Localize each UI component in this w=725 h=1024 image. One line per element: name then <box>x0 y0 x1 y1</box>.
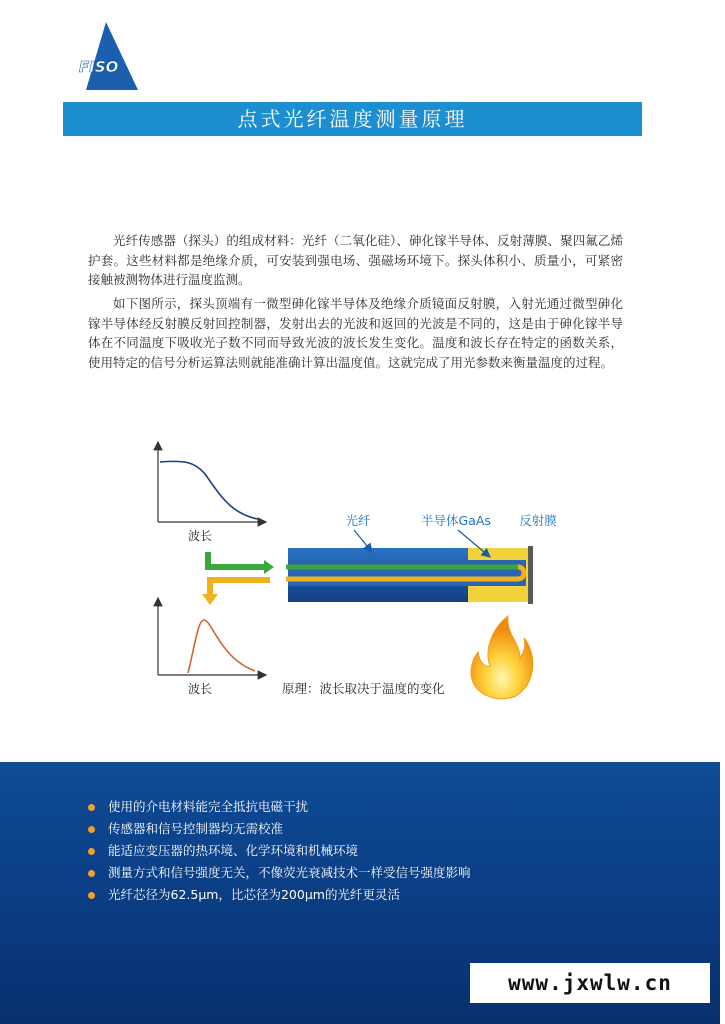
feature-item <box>88 818 471 840</box>
logo-text: FISO <box>79 58 119 76</box>
feature-list <box>88 796 471 906</box>
diagram-caption: 原理：波长取决于温度的变化 <box>282 681 445 696</box>
feature-text: 使用的介电材料能完全抵抗电磁干扰 <box>108 799 309 814</box>
reflected-arrow-head <box>202 594 218 605</box>
reflective-film <box>528 546 533 604</box>
watermark-url: www.jxwlw.cn <box>470 963 710 1003</box>
fiso-logo <box>78 20 142 92</box>
flame-icon <box>471 616 533 699</box>
feature-item <box>88 796 471 818</box>
feature-item <box>88 862 471 884</box>
bullet-icon <box>88 870 95 877</box>
flame-shape <box>471 616 533 699</box>
paragraph-materials: 光纤传感器（探头）的组成材料：光纤（二氧化硅）、砷化镓半导体、反射薄膜、聚四氟乙烯护套。这些材料都是绝缘介质，可安装到强电场、强磁场环境下。探头体积小、质量小，可紧密接触被测物体进行温度监测。 <box>88 233 623 288</box>
incident-arrow-head <box>264 560 274 574</box>
feature-text: 能适应变压器的热环境、化学环境和机械环境 <box>108 843 359 858</box>
bullet-icon <box>88 892 95 899</box>
top-graph-curve <box>160 461 258 519</box>
bullet-icon <box>88 826 95 833</box>
feature-text: 测量方式和信号强度无关，不像荧光衰减技术一样受信号强度影响 <box>108 865 471 880</box>
reflected-light-arrow <box>210 580 270 595</box>
label-fiber: 光纤 <box>345 513 371 528</box>
bottom-graph-x-label: 波长 <box>187 682 213 696</box>
incident-light-arrow <box>208 552 266 567</box>
feature-text: 光纤芯径为62.5μm，比芯径为200μm的光纤更灵活 <box>108 887 400 902</box>
principle-diagram <box>140 430 580 705</box>
fiber-core <box>288 560 526 586</box>
bottom-spectrum-graph <box>158 598 266 696</box>
label-semiconductor: 半导体GaAs <box>421 513 491 528</box>
page-title: 点式光纤温度测量原理 <box>63 102 642 136</box>
feature-item <box>88 840 471 862</box>
top-spectrum-graph <box>158 442 266 543</box>
paragraph-principle: 如下图所示，探头顶端有一微型砷化镓半导体及绝缘介质镜面反射膜，入射光通过微型砷化镓半导体经反射膜反射回控制器，发射出去的光波和返回的光波是不同的，这是由于砷化镓半导体在不同温度下吸收光子数不同而导致光波的波长发生变化。温度和波长存在特定的函数关系，使用特定的信号分析运算法则就能准确计算出温度值。这就完成了用光参数来衡量温度的过程。 <box>88 296 623 370</box>
feature-text: 传感器和信号控制器均无需校准 <box>108 821 284 836</box>
bullet-icon <box>88 804 95 811</box>
top-graph-x-label: 波长 <box>187 529 213 543</box>
bullet-icon <box>88 848 95 855</box>
feature-item <box>88 884 471 906</box>
bottom-graph-curve <box>188 620 255 673</box>
label-reflector: 反射膜 <box>519 513 557 528</box>
logo-triangle <box>86 22 138 90</box>
fiber-probe <box>286 546 533 604</box>
